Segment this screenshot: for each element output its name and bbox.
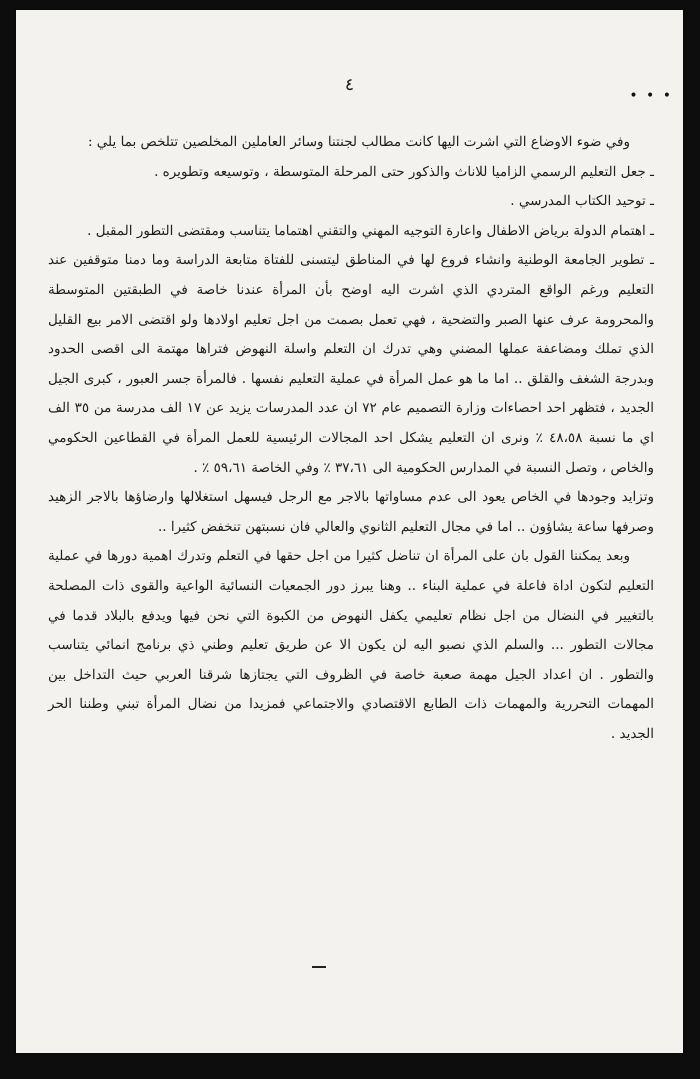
paragraph: وتزايد وجودها في الخاص يعود الى عدم مساواتها بالاجر مع الرجل فيسهل استغلالها وارضاؤها بالاجر الزهيد وصرفها ساعة يشاؤون .. اما في مجال التعليم الثانوي والعالي فان نسبتهن تنخفض كثيرا ..	[48, 489, 654, 535]
page-number: ٤	[344, 75, 355, 95]
list-item: ـ جعل التعليم الرسمي الزاميا للاناث والذكور حتى المرحلة المتوسطة ، وتوسيعه وتطويره .	[154, 163, 654, 180]
footer-mark	[312, 966, 326, 968]
document-page	[16, 10, 683, 1053]
body-text	[48, 128, 654, 749]
corner-marks: • • •	[629, 88, 673, 104]
list-item: ـ تطوير الجامعة الوطنية وانشاء فروع لها في المناطق ليتسنى للفتاة متابعة الدراسة وما دمنا متوقفين عند التعليم ورغم الواقع المتردي الذي اشرت اليه اوضح بأن المرأة عندنا خاصة في الطبقتين المتوسطة والمحرومة عرف عنها الصبر والتضحية ، فهي تعمل بصمت من اجل تعليم اولادها ولو اقتضى الامر بيع القليل الذي تملك ومضاعفة عملها المضني وهي تدرك ان التعلم واسلة النهوض فتراها مهتمة الى اقصى الحدود وبدرجة الشغف والقلق .. اما ما هو عمل المرأة في عملية التعليم نفسها . فالمرأة جسر العبور ، كبرى الجيل الجديد ، فتظهر احد احصاءات وزارة التصميم عام ٧٢ ان عدد المدرسات يزيد عن ١٧ الف مدرسة من ٣٥ الف اي ما نسبة ٤٨،٥٨ ٪ ونرى ان التعليم يشكل احد المجالات الرئيسية للعمل المرأة في القطاعين الحكومي والخاص ، وتصل النسبة في المدارس الحكومية الى ٣٧،٦١ ٪ وفي الخاصة ٥٩،٦١ ٪ .	[48, 252, 654, 476]
list-item: ـ توحيد الكتاب المدرسي .	[510, 193, 654, 210]
list-item: ـ اهتمام الدولة برياض الاطفال واعارة التوجيه المهني والتقني اهتماما يتناسب ومقتضى التطور المقبل .	[87, 222, 654, 239]
paragraph-conclusion: وبعد يمكننا القول بان على المرأة ان تناضل كثيرا من اجل حقها في التعلم وتدرك اهمية دورها في عملية التعليم لتكون اداة فاعلة في عملية البناء .. وهنا يبرز دور الجمعيات النسائية الواعية والقوى ذات المصلحة بالتغيير في النضال من اجل نظام تعليمي يكفل النهوض من الكبوة التي نحن فيها ويدفع بالبلاد قدما في مجالات التطور ... والسلم الذي نصبو اليه لن يكون الا عن طريق تعليم وطني ذي برنامج انمائي يتناسب والتطور . ان اعداد الجيل مهمة صعبة خاصة في الظروف التي يجتازها شرقنا العربي حيث التداخل بين المهمات التحررية والمهمات ذات الطابع الاقتصادي والاجتماعي فمزيدا من نضال المرأة تبني وطننا الحر الجديد .	[48, 548, 654, 742]
paragraph-intro: وفي ضوء الاوضاع التي اشرت اليها كانت مطالب لجنتنا وسائر العاملين المخلصين تتلخص بما يلي :	[87, 134, 630, 150]
